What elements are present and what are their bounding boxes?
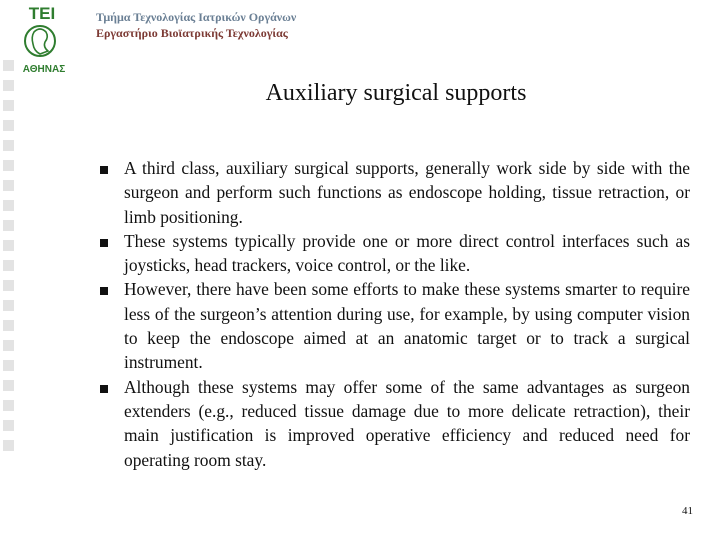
strip-square [3,300,14,311]
department-name: Τμήμα Τεχνολογίας Ιατρικών Οργάνων [96,10,297,24]
square-bullet-icon [100,287,108,295]
bullet-text: A third class, auxiliary surgical supports, generally work side by side with the surgeon and perform such functions as endoscope holding, tissue retraction, or limb positioning. [124,158,690,227]
square-bullet-icon [100,385,108,393]
strip-square [3,180,14,191]
strip-square [3,240,14,251]
left-decorative-strip [0,60,18,460]
logo-text-top: ΤΕΙ [28,4,56,23]
strip-square [3,260,14,271]
strip-square [3,420,14,431]
bullet-text: These systems typically provide one or more direct control interfaces such as joysticks, head trackers, voice control, or the like. [124,230,690,276]
strip-square [3,320,14,331]
strip-square [3,400,14,411]
strip-square [3,220,14,231]
strip-square [3,380,14,391]
strip-square [3,200,14,211]
square-bullet-icon [100,239,108,247]
bullet-item [100,375,690,472]
logo-ring [25,26,55,56]
strip-square [3,140,14,151]
strip-square [3,340,14,351]
slide-title: Auxiliary surgical supports [265,80,527,106]
page-number: 41 [682,505,693,517]
strip-square [3,120,14,131]
bullet-text: Although these systems may offer some of the same advantages as surgeon extenders (e.g., reduced tissue damage due to more delicate retraction), their main justification is improved operative efficiency and reduced need for operating room stay. [124,376,690,470]
strip-square [3,440,14,451]
strip-square [3,360,14,371]
bullet-item [100,229,690,278]
square-bullet-icon [100,166,108,174]
bullet-item [100,156,690,229]
athena-head-icon [32,29,48,54]
strip-square [3,280,14,291]
bullet-list [100,156,690,472]
bullet-text: However, there have been some efforts to make these systems smarter to require less of the surgeon’s attention during use, for example, by using computer vision to keep the endoscope aimed at an anatomic target or to track a surgical instrument. [124,279,690,373]
strip-square [3,160,14,171]
tei-athens-logo [4,2,84,76]
institution-header [96,9,296,41]
logo-text-bottom: ΑΘΗΝΑΣ [22,64,66,75]
lab-name: Εργαστήριο Βιοϊατρικής Τεχνολογίας [96,26,288,40]
bullet-item [100,277,690,374]
